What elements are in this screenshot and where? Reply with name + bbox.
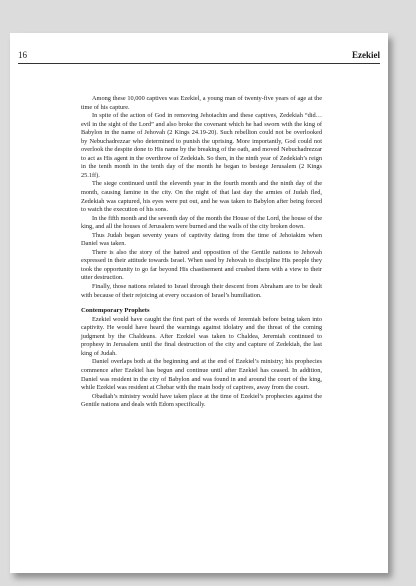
section-heading: Contemporary Prophets — [81, 307, 150, 315]
page-number: 16 — [18, 50, 27, 60]
page-header — [18, 49, 380, 64]
paragraph: In spite of the action of God in removing Jehoiachin and these captives, Zedekiah “did…evil in the sight of the Lord” and also broke the covenant which he had sworn with the king of Babylon in the name of Jehovah (2 Kings 24.19-20). Such rebellion could not be overlooked by Nebuchadrezzar who determined to punish the uprising. More importantly, God could not overlook the despite done to His name by the breaking of the oath, and moved Nebuchadrezzar to act as His agent in the overthrow of Zedekiah. So then, in the ninth year of Zedekiah’s reign in the tenth month in the tenth day of the month he began to besiege Jerusalem (2 Kings 25.1ff). — [81, 112, 322, 179]
paragraph: Ezekiel would have caught the first part of the words of Jeremiah before being taken into captivity. He would have heard the warnings against idolatry and the threat of the coming judgment by the Chaldeans. After Ezekiel was taken to Chaldea, Jeremiah continued to prophesy in Jerusalem until the final destruction of the city and capture of Zedekiah, the last king of Judah. — [81, 315, 322, 357]
book-page — [10, 33, 388, 573]
paragraph: Obadiah’s ministry would have taken place at the time of Ezekiel’s prophecies against the Gentile nations and deals with Edom specifically. — [81, 392, 322, 409]
paragraph: The siege continued until the eleventh year in the fourth month and the ninth day of the month, causing famine in the city. On the night of that last day the armies of Judah fled, Zedekiah was captured, his eyes were put out, and he was taken to Babylon after being forced to watch the execution of his sons. — [81, 180, 322, 214]
body-text — [81, 95, 322, 410]
paragraph: Among these 10,000 captives was Ezekiel, a young man of twenty-five years of age at the time of his capture. — [81, 95, 322, 111]
paragraph: There is also the story of the hatred and opposition of the Gentile nations to Jehovah expressed in their attitude towards Israel. When used by Jehovah to discipline His people they took the opportunity to go far beyond His chastisement and crushed them with a view to their utter destruction. — [81, 248, 322, 282]
paragraph: Daniel overlaps both at the beginning and at the end of Ezekiel’s ministry; his prophecies commence after Ezekiel has begun and continue until after Ezekiel has ceased. In addition, Daniel was resident in the city of Babylon and was found in and around the court of the king, while Ezekiel was resident at Chebar with the main body of captives, away from the court. — [81, 358, 322, 392]
paragraph: In the fifth month and the seventh day of the month the House of the Lord, the house of the king, and all the houses of Jerusalem were burned and the walls of the city broken down. — [81, 214, 322, 231]
running-title: Ezekiel — [352, 50, 380, 60]
paragraph: Finally, those nations related to Israel through their descent from Abraham are to be dealt with because of their rejoicing at every occasion of Israel’s humiliation. — [81, 283, 322, 299]
paragraph: Thus Judah began seventy years of captivity dating from the time of Jehoiakim when Daniel was taken. — [81, 231, 322, 248]
